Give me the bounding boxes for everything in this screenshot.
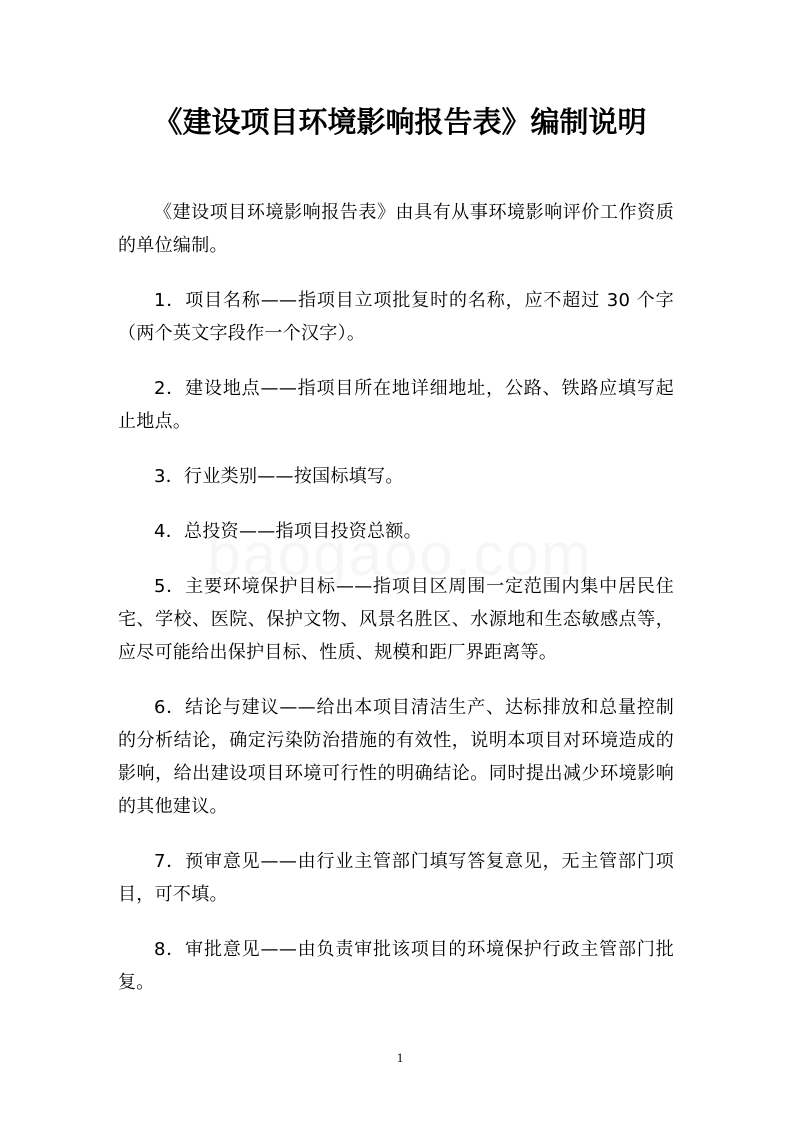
intro-paragraph: 《建设项目环境影响报告表》由具有从事环境影响评价工作资质的单位编制。 — [118, 202, 674, 256]
item-industry-category: 3．行业类别——按国标填写。 — [154, 466, 404, 487]
page-title: 《建设项目环境影响报告表》编制说明 — [153, 105, 647, 139]
item-protection-targets: 5．主要环境保护目标——指项目区周围一定范围内集中居民住宅、学校、医院、保护文物、风景名胜区、水源地和生态敏感点等，应尽可能给出保护目标、性质、规模和距厂界距离等。 — [118, 576, 674, 663]
item-pre-review: 7．预审意见——由行业主管部门填写答复意见，无主管部门项目，可不填。 — [118, 851, 674, 905]
item-total-investment: 4．总投资——指项目投资总额。 — [154, 521, 422, 542]
item-conclusions: 6．结论与建议——给出本项目清洁生产、达标排放和总量控制的分析结论，确定污染防治措施的有效性，说明本项目对环境造成的影响，给出建设项目环境可行性的明确结论。同时提出减少环境影响的其他建议。 — [118, 697, 674, 817]
item-construction-site: 2．建设地点——指项目所在地详细地址，公路、铁路应填写起止地点。 — [118, 378, 674, 432]
item-project-name: 1．项目名称——指项目立项批复时的名称，应不超过 30 个字（两个英文字段作一个汉字）。 — [118, 290, 674, 344]
page-number: 1 — [396, 1050, 404, 1065]
item-approval: 8．审批意见——由负责审批该项目的环境保护行政主管部门批复。 — [118, 939, 674, 993]
document-body — [118, 196, 674, 1021]
